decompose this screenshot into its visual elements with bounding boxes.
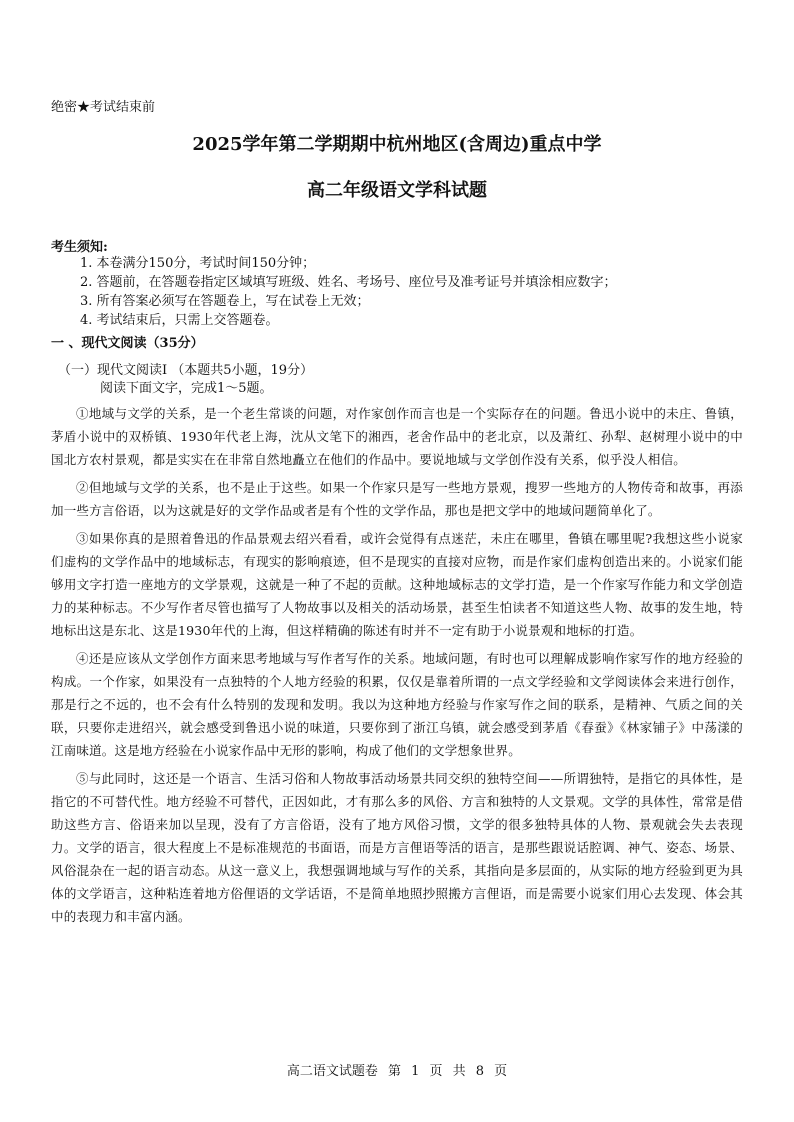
page-footer: 高二语文试题卷 第 1 页 共 8 页: [286, 1064, 508, 1079]
notice-list: [80, 254, 760, 330]
reading-passage: [51, 402, 743, 933]
reading-instruction: 阅读下面文字，完成1～5题。: [100, 381, 273, 396]
notice-heading: 考生须知:: [51, 240, 108, 255]
passage-paragraph: ③如果你真的是照着鲁迅的作品景观去绍兴看看，或许会觉得有点迷茫，未庄在哪里，鲁镇在哪里呢?我想这些小说家们虚构的文学作品中的地域标志，有现实的影响痕迹，但不是现实的直接对应物，而是作家们虚构创造出来的。小说家们能够用文字打造一座地方的文学景观，这就是一种了不起的贡献。这种地域标志的文学打造，是一个作家写作能力和文学创造力的某种标志。不少写作者尽管也描写了人物故事以及相关的活动场景，甚至生怕读者不知道这些人物、故事的发生地，特地标出这是东北、这是1930年代的上海，但这样精确的陈述有时并不一定有助于小说景观和地标的打造。: [51, 531, 743, 638]
notice-item: 3. 所有答案必须写在答题卷上，写在试卷上无效；: [80, 294, 370, 309]
section-heading: 一 、现代文阅读（35分）: [51, 336, 204, 351]
passage-paragraph: ②但地域与文学的关系，也不是止于这些。如果一个作家只是写一些地方景观，搜罗一些地方的人物传奇和故事，再添加一些方言俗语，以为这就是好的文学作品或者是有个性的文学作品，那也是把文学中的地域问题简单化了。: [51, 480, 743, 518]
notice-item: 4. 考试结束后，只需上交答题卷。: [80, 313, 279, 328]
passage-paragraph: ④还是应该从文学创作方面来思考地域与写作者写作的关系。地域问题，有时也可以理解成影响作家写作的地方经验的构成。一个作家，如果没有一点独特的个人地方经验的积累，仅仅是靠着所谓的一点文学经验和文学阅读体会来进行创作，那是行之不远的，也不会有什么特别的发现和发明。我以为这种地方经验与作家写作之间的联系，是精神、气质之间的关联，只要你走进绍兴，就会感受到鲁迅小说的味道，只要你到了浙江乌镇，就会感受到茅盾《春蚕》《林家铺子》中荡漾的江南味道。这是地方经验在小说家作品中无形的影响，构成了他们的文学想象世界。: [51, 651, 743, 758]
exam-subtitle: 高二年级语文学科试题: [307, 180, 487, 201]
passage-paragraph: ⑤与此同时，这还是一个语言、生活习俗和人物故事活动场景共同交织的独特空间——所谓独特，是指它的具体性，是指它的不可替代性。地方经验不可替代，正因如此，才有那么多的风俗、方言和独特的人文景观。文学的具体性，常常是借助这些方言、俗语来加以呈现，没有了方言俗语，没有了地方风俗习惯，文学的很多独特具体的人物、景观就会失去表现力。文学的语言，很大程度上不是标准规范的书面语，而是方言俚语等活的语言，是那些跟说话腔调、神气、姿态、场景、风俗混杂在一起的语言动态。从这一意义上，我想强调地域与写作的关系，其指向是多层面的，从实际的地方经验到更为具体的文学语言，这种粘连着地方俗俚语的文学话语，不是简单地照抄照搬方言俚语，而是需要小说家们用心去发现、体会其中的表现力和丰富内涵。: [51, 771, 743, 924]
subsection-heading: （一）现代文阅读Ⅰ （本题共5小题，19分）: [58, 363, 314, 378]
notice-item: 2. 答题前，在答题卷指定区域填写班级、姓名、考场号、座位号及准考证号并填涂相应数字；: [80, 275, 617, 290]
exam-title: 2025学年第二学期期中杭州地区(含周边)重点中学: [192, 134, 602, 155]
passage-paragraph: ①地域与文学的关系，是一个老生常谈的问题，对作家创作而言也是一个实际存在的问题。鲁迅小说中的未庄、鲁镇，茅盾小说中的双桥镇、1930年代老上海，沈从文笔下的湘西，老舍作品中的老北京，以及萧红、孙犁、赵树理小说中的中国北方农村景观，都是实实在在非常自然地矗立在他们的作品中。要说地域与文学创作没有关系，似乎没人相信。: [51, 406, 743, 467]
notice-item: 1. 本卷满分150分，考试时间150分钟；: [80, 256, 316, 271]
secret-label: 绝密★考试结束前: [51, 100, 156, 115]
